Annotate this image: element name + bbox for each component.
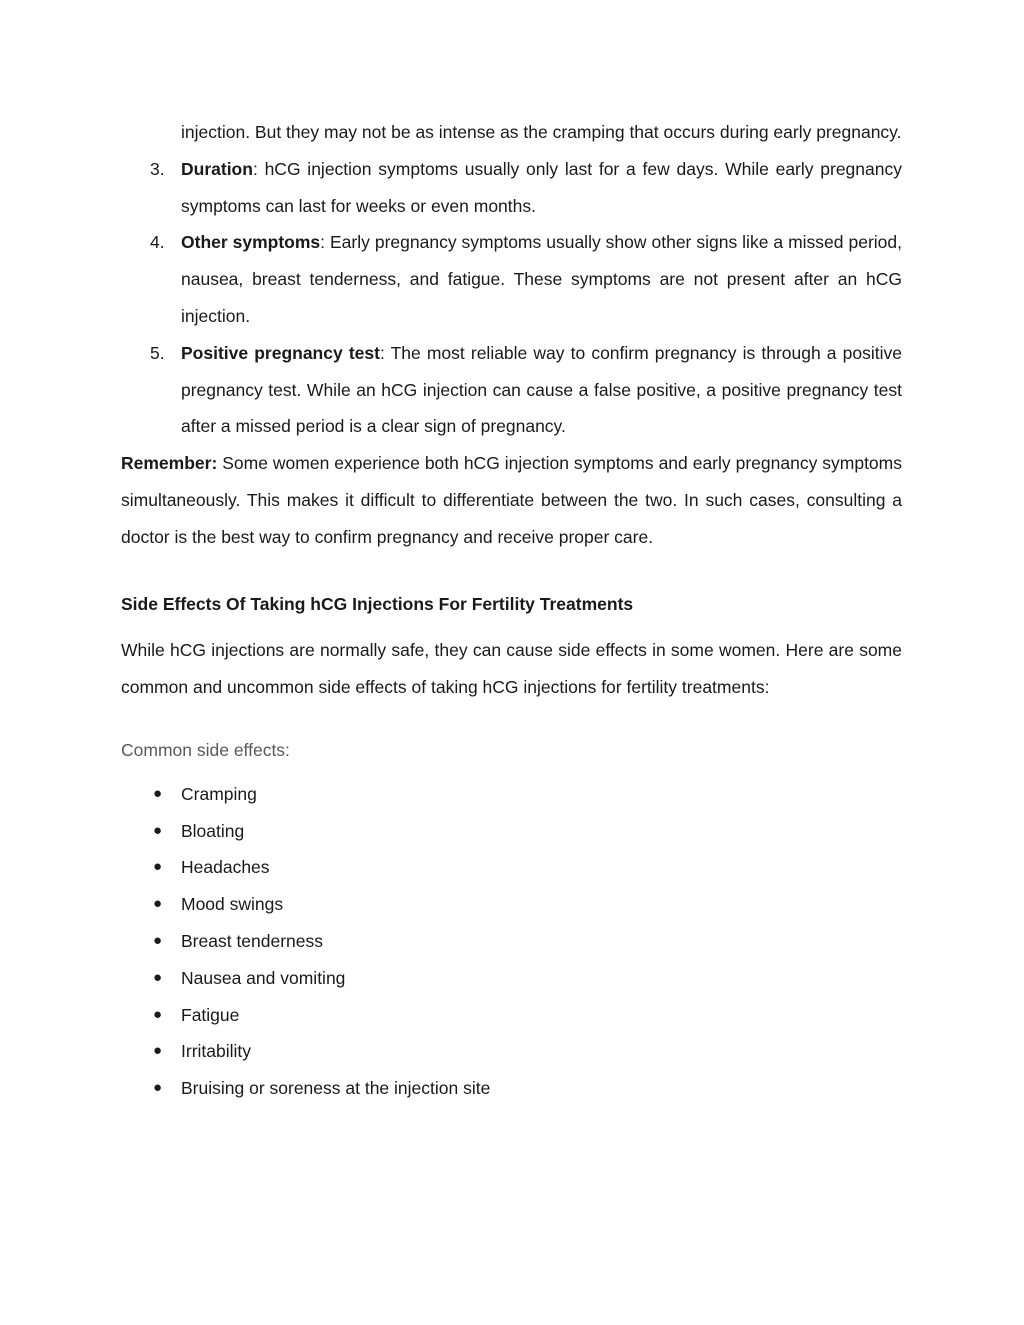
section-intro: While hCG injections are normally safe, they can cause side effects in some women. Here are some common and uncommon side effects of taking hCG injections for fertility treatments: <box>121 640 902 698</box>
list-item <box>121 997 902 1034</box>
list-item-continuation: injection. But they may not be as intense as the cramping that occurs during early pregnancy. <box>181 122 902 142</box>
list-item-text: Fatigue <box>181 1004 240 1025</box>
list-item <box>121 960 902 997</box>
bullet-icon: ● <box>153 858 163 876</box>
list-item-text: Mood swings <box>181 894 284 915</box>
common-side-effects-label: Common side effects: <box>121 739 290 760</box>
list-number: 5. <box>150 342 165 363</box>
list-item-text: Nausea and vomiting <box>181 967 346 988</box>
list-item <box>121 1070 902 1107</box>
list-item-positive-test <box>121 335 902 445</box>
list-number: 4. <box>150 232 165 253</box>
document-page <box>121 114 902 1107</box>
list-item-text: Breast tenderness <box>181 930 324 951</box>
list-item-text: Headaches <box>181 857 270 878</box>
list-number: 3. <box>150 158 165 179</box>
remember-paragraph <box>121 445 902 555</box>
bullet-icon: ● <box>153 931 163 949</box>
bullet-icon: ● <box>153 1042 163 1060</box>
list-item-text: : Early pregnancy symptoms usually show other signs like a missed period, nausea, breast tenderness, and fatigue. These symptoms are not present after an hCG injection. <box>181 232 903 326</box>
list-item-term: Positive pregnancy test <box>181 342 380 363</box>
bullet-icon: ● <box>153 1005 163 1023</box>
list-item-text: Bloating <box>181 820 245 841</box>
list-item <box>121 1033 902 1070</box>
numbered-list <box>121 151 902 445</box>
list-item-text: : hCG injection symptoms usually only last for a few days. While early pregnancy symptoms can last for weeks or even months. <box>181 158 902 216</box>
bullet-icon: ● <box>153 968 163 986</box>
common-side-effects-list <box>121 776 902 1107</box>
list-item-duration <box>121 151 902 225</box>
list-item-term: Duration <box>181 158 253 179</box>
list-item <box>121 923 902 960</box>
list-item-text: Cramping <box>181 783 257 804</box>
list-item-text: : The most reliable way to confirm pregnancy is through a positive pregnancy test. While an hCG injection can cause a false positive, a positive pregnancy test after a missed period is a clear sign of pregnancy. <box>181 342 902 437</box>
list-item <box>121 813 902 850</box>
bullet-icon: ● <box>153 821 163 839</box>
section-heading: Side Effects Of Taking hCG Injections For Fertility Treatments <box>121 593 634 614</box>
list-item <box>121 886 902 923</box>
bullet-icon: ● <box>153 1079 163 1097</box>
remember-text: Some women experience both hCG injection symptoms and early pregnancy symptoms simultaneously. This makes it difficult to differentiate between the two. In such cases, consulting a doctor is the best way to confirm pregnancy and receive proper care. <box>121 453 902 547</box>
list-item <box>121 776 902 813</box>
list-item-other-symptoms <box>121 224 902 334</box>
list-item-text: Bruising or soreness at the injection site <box>181 1078 491 1099</box>
list-item-text: Irritability <box>181 1041 252 1062</box>
list-item <box>121 849 902 886</box>
bullet-icon: ● <box>153 895 163 913</box>
remember-label: Remember: <box>121 453 218 474</box>
bullet-icon: ● <box>153 784 163 802</box>
list-item-term: Other symptoms <box>181 232 321 253</box>
